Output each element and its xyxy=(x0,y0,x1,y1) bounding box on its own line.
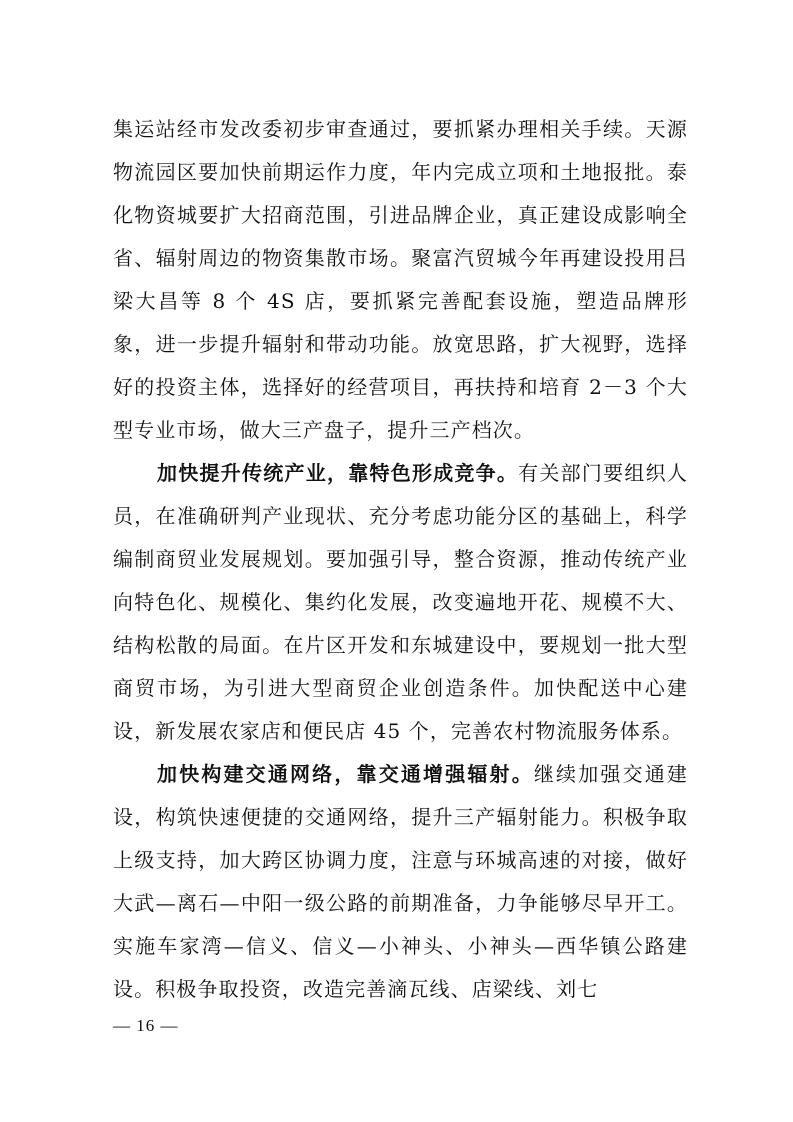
paragraph-3-text: 继续加强交通建设，构筑快速便捷的交通网络，提升三产辐射能力。积极争取上级支持，加大跨区协调力度，注意与环城高速的对接，做好大武—离石—中阳一级公路的前期准备，力争能够尽早开工。实施车家湾—信义、信义—小神头、小神头—西华镇公路建设。积极争取投资，改造完善滴瓦线、店梁线、刘七 xyxy=(113,762,689,1001)
body-text xyxy=(113,108,688,1011)
paragraph-1 xyxy=(113,108,688,452)
paragraph-3-heading: 加快构建交通网络，靠交通增强辐射。 xyxy=(157,762,534,786)
paragraph-3 xyxy=(113,753,688,1011)
page-number: — 16 — xyxy=(113,1016,179,1035)
paragraph-2-heading: 加快提升传统产业，靠特色形成竞争。 xyxy=(157,461,519,485)
paragraph-2-text: 有关部门要组织人员，在准确研判产业现状、充分考虑功能分区的基础上，科学编制商贸业发展规划。要加强引导，整合资源，推动传统产业向特色化、规模化、集约化发展，改变遍地开花、规模不大、结构松散的局面。在片区开发和东城建设中，要规划一批大型商贸市场，为引进大型商贸企业创造条件。加快配送中心建设，新发展农家店和便民店 45 个，完善农村物流服务体系。 xyxy=(113,461,688,743)
paragraph-1-text: 集运站经市发改委初步审查通过，要抓紧办理相关手续。天源物流园区要加快前期运作力度，年内完成立项和土地报批。泰化物资城要扩大招商范围，引进品牌企业，真正建设成影响全省、辐射周边的物资集散市场。聚富汽贸城今年再建设投用吕梁大昌等 8 个 4S 店，要抓紧完善配套设施，塑造品牌形象，进一步提升辐射和带动功能。放宽思路，扩大视野，选择好的投资主体，选择好的经营项目，再扶持和培育 2－3 个大型专业市场，做大三产盘子，提升三产档次。 xyxy=(113,117,688,442)
paragraph-2 xyxy=(113,452,688,753)
